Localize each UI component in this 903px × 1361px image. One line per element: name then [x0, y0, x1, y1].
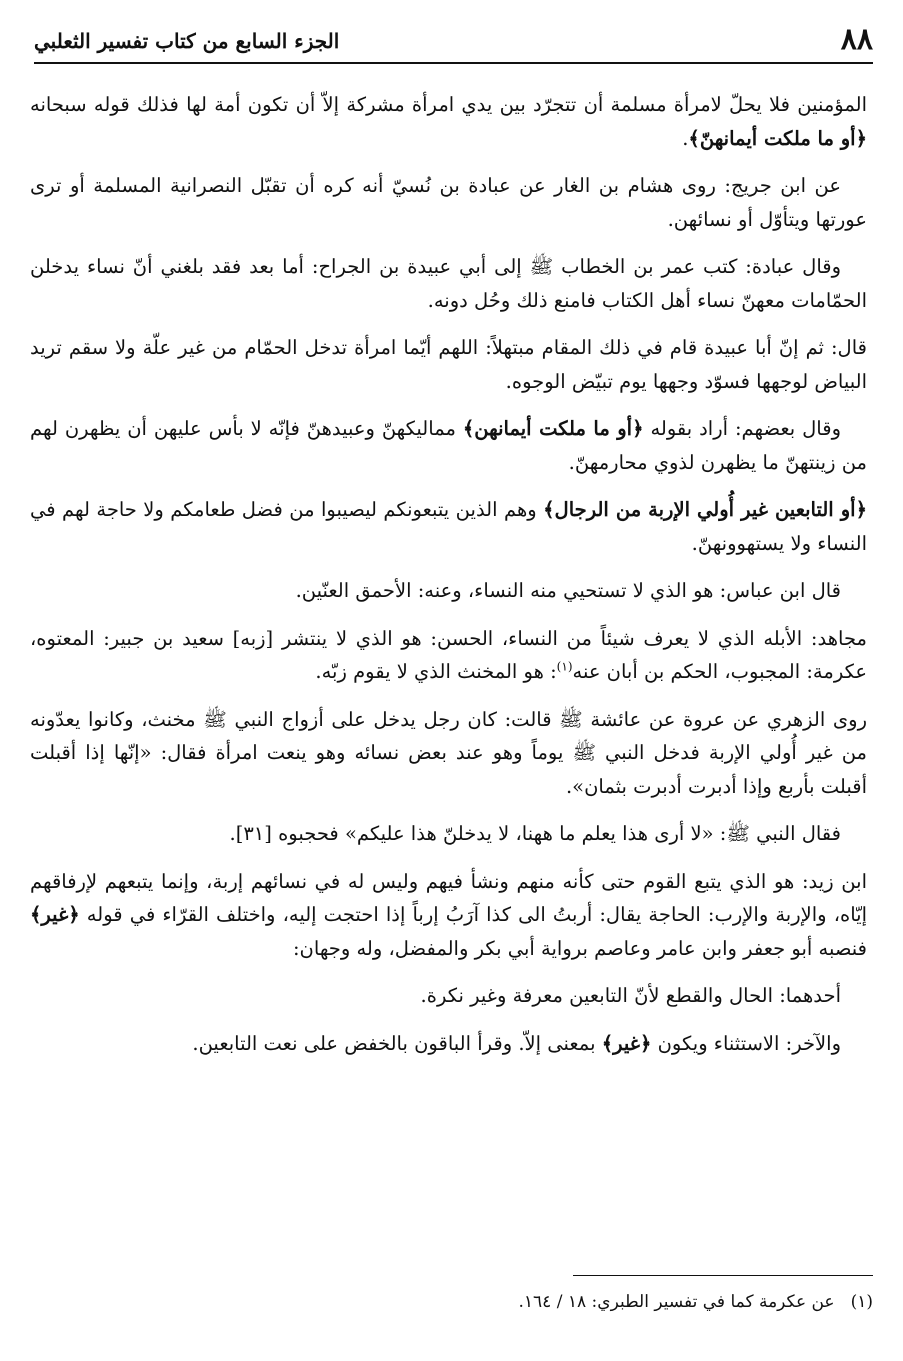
paragraph-10 [30, 817, 867, 851]
paragraph-text: أحدهما: الحال والقطع لأنّ التابعين معرفة وغير نكرة. [420, 984, 841, 1007]
paragraph-text: وهم الذين يتبعونكم ليصيبوا من فضل طعامكم ولا حاجة لهم في النساء ولا يستهوونهنّ. [30, 498, 867, 555]
body-text [30, 88, 867, 1074]
paragraph-7 [30, 574, 867, 608]
paragraph-text: وقال بعضهم: أراد بقوله [643, 417, 841, 440]
quran-quote: ﴿أو التابعين غير أُولي الإربة من الرجال﴾ [543, 498, 867, 521]
paragraph-13 [30, 1027, 867, 1061]
paragraph-4 [30, 331, 867, 398]
quran-quote: ﴿غير﴾ [30, 903, 80, 926]
page-number: ٨٨ [840, 22, 873, 57]
paragraph-12 [30, 979, 867, 1013]
paragraph-text: مماليكهنّ وعبيدهنّ فإنّه لا بأس عليهن أن يظهرن لهم من زينتهنّ ما يظهرن لذوي محارمهنّ. [30, 417, 867, 474]
paragraph-text: بمعنى إلاّ. وقرأ الباقون بالخفض على نعت التابعين. [192, 1031, 602, 1055]
header-rule [34, 62, 873, 64]
paragraph-5 [30, 412, 867, 479]
footnote [30, 1288, 873, 1316]
paragraph-text: روى الزهري عن عروة عن عائشة ﷺ قالت: كان رجل يدخل على أزواج النبي ﷺ مخنث، وكانوا يعدّونه من غير أُولي الإربة فدخل النبي ﷺ يوماً وهو عند بعض نسائه وهو ينعت امرأة فقال: «إنّها إذا أقبلت أقبلت بأربع وإذا أدبرت أدبرت بثمان». [30, 707, 867, 798]
paragraph-text: فنصبه أبو جعفر وابن عامر وعاصم برواية أبي بكر والمفضل، وله وجهان: [292, 936, 867, 960]
paragraph-6 [30, 493, 867, 560]
paragraph-text: قال ابن عباس: هو الذي لا تستحيي منه النساء، وعنه: الأحمق العنّين. [295, 579, 841, 602]
paragraph-text: ابن زيد: هو الذي يتبع القوم حتى كأنه منهم ونشأ فيهم وليس له في نسائهم إربة، وإنما يتبعهم لإرفاقهم إيّاه، والإربة والإرب: الحاجة يقال: أربتُ الى كذا آرَبُ إرباً إذا احتجت إليه، واختلف القرّاء في قوله [30, 869, 867, 926]
footnote-reference: (١) [556, 659, 573, 674]
paragraph-text: وقال عبادة: كتب عمر بن الخطاب ﷺ إلى أبي عبيدة بن الجراح: أما بعد فقد بلغني أنّ نساء يدخلن الحمّامات معهنّ نساء أهل الكتاب فامنع ذلك وحُل دونه. [30, 255, 867, 312]
paragraph-8 [30, 622, 867, 689]
footnote-marker: (١) [850, 1292, 873, 1312]
quran-quote: ﴿أو ما ملكت أيمانهن﴾ [462, 417, 644, 440]
paragraph-1 [30, 88, 867, 155]
paragraph-3 [30, 250, 867, 317]
paragraph-text: والآخر: الاستثناء ويكون [651, 1031, 841, 1055]
paragraph-text: مجاهد: الأبله الذي لا يعرف شيئاً من النساء، الحسن: هو الذي لا ينتشر [زبه] سعيد بن جبير: المعتوه، عكرمة: المجبوب، الحكم بن أبان عنه [30, 626, 867, 683]
quran-quote: ﴿أو ما ملكت أيمانهنّ﴾ [688, 126, 867, 150]
page-header [34, 22, 873, 66]
footnote-text: عن عكرمة كما في تفسير الطبري: ١٨ / ١٦٤. [518, 1292, 835, 1312]
paragraph-text: : هو المخنث الذي لا يقوم زبّه. [315, 660, 557, 683]
paragraph-9 [30, 703, 867, 804]
paragraph-text: قال: ثم إنّ أبا عبيدة قام في ذلك المقام مبتهلاً: اللهم أيّما امرأة تدخل الحمّام من غير علّة ولا سقم تريد البياض لوجهها فسوّد وجهها يوم تبيّض الوجوه. [30, 336, 867, 393]
paragraph-text: عن ابن جريج: روى هشام بن الغار عن عبادة بن نُسيّ أنه كره أن تقبّل النصرانية المسلمة أو ترى عورتها ويتأوّل أو نسائهن. [30, 174, 867, 231]
paragraph-2 [30, 169, 867, 236]
paragraph-text: المؤمنين فلا يحلّ لامرأة مسلمة أن تتجرّد بين يدي امرأة مشركة إلاّ أن تكون أمة لها فذلك قوله سبحانه [30, 93, 867, 116]
paragraph-text: فقال النبي ﷺ: «لا أرى هذا يعلم ما ههنا، لا يدخلنّ هذا عليكم» فحجبوه [٣١]. [229, 822, 841, 845]
footnote-rule [573, 1275, 873, 1276]
paragraph-11 [30, 865, 867, 966]
quran-quote: ﴿غير﴾ [601, 1031, 652, 1055]
paragraph-text: . [682, 126, 689, 150]
running-title: الجزء السابع من كتاب تفسير الثعلبي [34, 29, 340, 53]
